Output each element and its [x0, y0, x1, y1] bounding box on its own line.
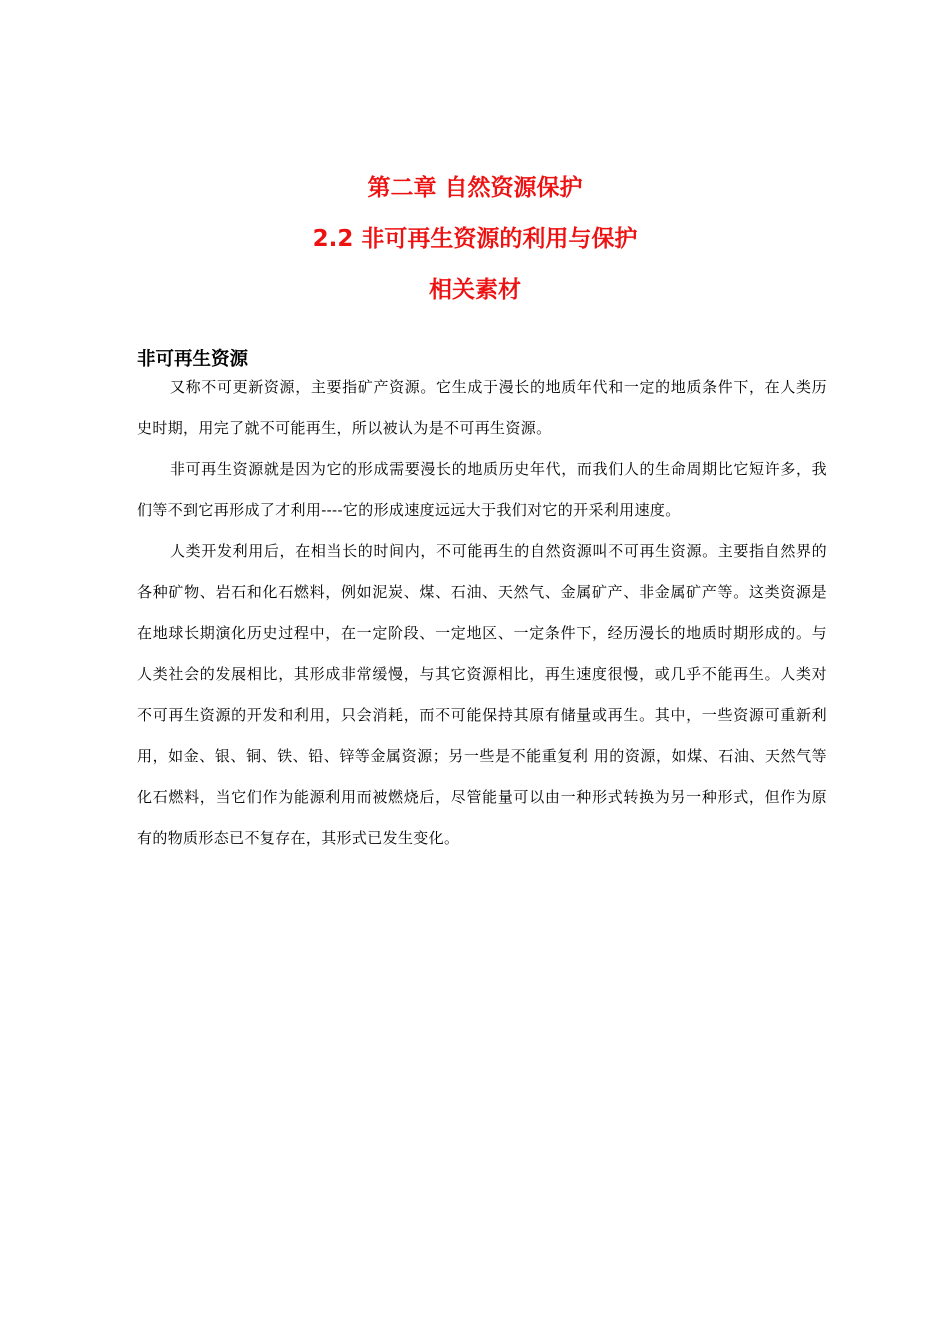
paragraph-definition: 又称不可更新资源，主要指矿产资源。它生成于漫长的地质年代和一定的地质条件下，在人类历史时期，用完了就不可能再生，所以被认为是不可再生资源。: [137, 378, 827, 437]
paragraph-details: 人类开发利用后，在相当长的时间内，不可能再生的自然资源叫不可再生资源。主要指自然界的各种矿物、岩石和化石燃料，例如泥炭、煤、石油、天然气、金属矿产、非金属矿产等。这类资源是在地球长期演化历史过程中，在一定阶段、一定地区、一定条件下，经历漫长的地质时期形成的。与人类社会的发展相比，其形成非常缓慢，与其它资源相比，再生速度很慢，或几乎不能再生。人类对不可再生资源的开发和利用，只会消耗，而不可能保持其原有储量或再生。其中，一些资源可重新利用，如金、银、铜、铁、铅、锌等金属资源；另一些是不能重复利 用的资源，如煤、石油、天然气等化石燃料，当它们作为能源利用而被燃烧后，尽管能量可以由一种形式转换为另一种形式，但作为原有的物质形态已不复存在，其形式已发生变化。: [137, 542, 827, 847]
document-body: [137, 347, 827, 859]
title-block: [0, 168, 950, 302]
section-heading: 非可再生资源: [137, 349, 249, 370]
section-title: 2.2 非可再生资源的利用与保护: [312, 226, 638, 252]
chapter-title: 第二章 自然资源保护: [367, 175, 583, 201]
paragraph-formation: 非可再生资源就是因为它的形成需要漫长的地质历史年代，而我们人的生命周期比它短许多，我们等不到它再形成了才利用----它的形成速度远远大于我们对它的开采利用速度。: [137, 460, 827, 519]
material-subtitle: 相关素材: [429, 277, 521, 303]
